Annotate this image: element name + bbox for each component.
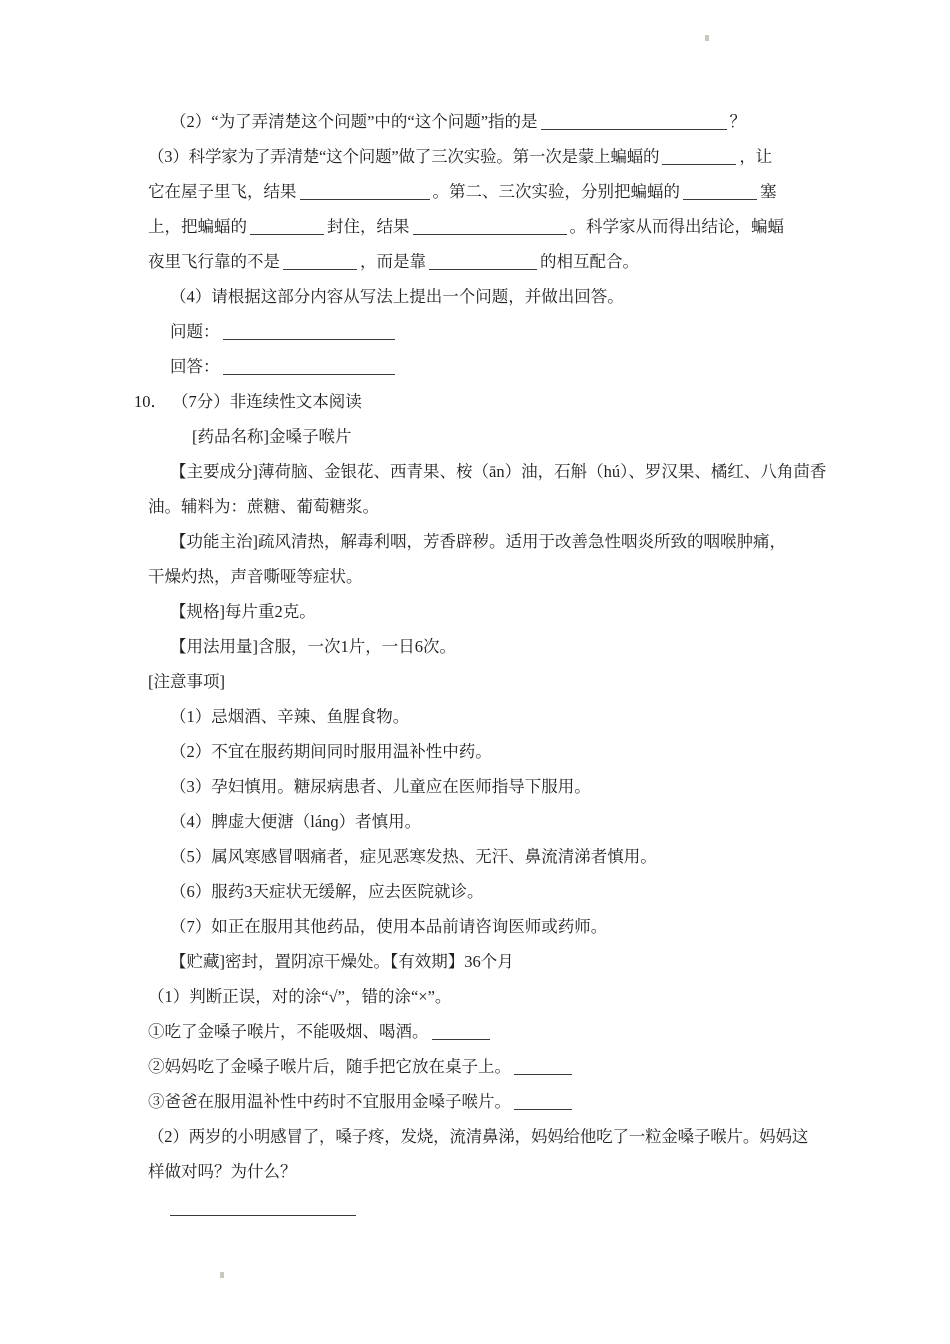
scan-artifact-top: [705, 35, 709, 41]
question10-sub2-answer-rule[interactable]: [170, 1215, 356, 1216]
truefalse-item-3: [148, 1084, 820, 1119]
answer-blank[interactable]: [662, 164, 736, 165]
question9-part3-seg9: 夜里飞行靠的不是: [148, 252, 280, 271]
question9-part3-seg5: 塞: [760, 182, 777, 201]
question9-part4-line: （4）请根据这部分内容从写法上提出一个问题，并做出回答。: [170, 287, 624, 306]
question9-part4-answer-row: [148, 349, 820, 384]
question10-title: （7分）非连续性文本阅读: [172, 392, 362, 411]
answer-blank[interactable]: [683, 199, 757, 200]
specification-line: 【规格]每片重2克。: [170, 602, 316, 621]
question9-part3-seg4: 。第二、三次实验，分别把蝙蝠的: [432, 182, 680, 201]
question9-part4-question-row: [148, 314, 820, 349]
precaution-item-1: （1）忌烟酒、辛辣、鱼腥食物。: [170, 707, 410, 726]
question10-sub2-line2: 样做对吗？为什么？: [148, 1162, 297, 1181]
precautions-heading: [注意事项]: [148, 672, 225, 691]
question-answer-blank[interactable]: [223, 339, 395, 340]
page-content: [134, 104, 827, 1216]
question9-part3-seg6: 上，把蝙蝠的: [148, 217, 247, 236]
answer-blank[interactable]: [300, 199, 430, 200]
precaution-item-6: （6）服药3天症状无缓解，应去医院就诊。: [170, 882, 484, 901]
truefalse-item-2: [148, 1049, 820, 1084]
response-answer-blank[interactable]: [223, 374, 395, 375]
question9-part3-seg7: 封住，结果: [327, 217, 410, 236]
answer-blank[interactable]: [413, 234, 567, 235]
question9-part3-seg8: 。科学家从而得出结论，蝙蝠: [569, 217, 784, 236]
truefalse-item-3-text: ③爸爸在服用温补性中药时不宜服用金嗓子喉片。: [148, 1092, 511, 1111]
answer-blank[interactable]: [250, 234, 324, 235]
question9-part3-seg1: （3）科学家为了弄清楚“这个问题”做了三次实验。第一次是蒙上蝙蝠的: [148, 147, 660, 166]
truefalse-item-1: [148, 1014, 820, 1049]
question10-number: 10．: [134, 392, 167, 411]
question9-part3-seg2: ，让: [739, 147, 772, 166]
answer-label: 回答：: [170, 357, 220, 376]
storage-line: 【贮藏]密封，置阴凉干燥处。【有效期】36个月: [170, 952, 514, 971]
question9-part3-line3: [148, 209, 820, 244]
answer-blank[interactable]: [283, 269, 357, 270]
question9-part3-line4: [148, 244, 820, 279]
question9-part2-prefix: （2）“为了弄清楚这个问题”中的“这个问题”指的是: [170, 112, 538, 131]
truefalse-item-1-text: ①吃了金嗓子喉片，不能吸烟、喝酒。: [148, 1022, 429, 1041]
precaution-item-2: （2）不宜在服药期间同时服用温补性中药。: [170, 742, 492, 761]
question9-part3-seg3: 它在屋子里飞，结果: [148, 182, 297, 201]
question10-sub1-prompt: （1）判断正误，对的涂“√”，错的涂“×”。: [148, 987, 452, 1006]
indications-line2: 干燥灼热，声音嘶哑等症状。: [148, 567, 363, 586]
question10-heading: [134, 384, 820, 419]
truefalse-item-2-text: ②妈妈吃了金嗓子喉片后，随手把它放在桌子上。: [148, 1057, 511, 1076]
question9-part3-line1: [148, 139, 820, 174]
ingredients-line2: 油。辅料为：蔗糖、葡萄糖浆。: [148, 497, 379, 516]
question9-part3-seg10: ，而是靠: [360, 252, 426, 271]
indications-line1: 【功能主治]疏风清热，解毒利咽，芳香辟秽。适用于改善急性咽炎所致的咽喉肿痛，: [170, 532, 786, 551]
precaution-item-3: （3）孕妇慎用。糖尿病患者、儿童应在医师指导下服用。: [170, 777, 591, 796]
precaution-item-7: （7）如正在服用其他药品，使用本品前请咨询医师或药师。: [170, 917, 608, 936]
scan-artifact-bottom: [220, 1272, 224, 1278]
question9-part2-line: [148, 104, 820, 139]
question9-part3-seg11: 的相互配合。: [540, 252, 639, 271]
truefalse-blank[interactable]: [514, 1109, 572, 1110]
precaution-item-4: （4）脾虚大便溏（lánɡ）者慎用。: [170, 812, 422, 831]
question9-part2-suffix: ？: [729, 112, 747, 131]
question9-part3-line2: [148, 174, 820, 209]
dosage-line: 【用法用量]含服，一次1片，一日6次。: [170, 637, 456, 656]
question10-sub2-line1: （2）两岁的小明感冒了，嗓子疼，发烧，流清鼻涕，妈妈给他吃了一粒金嗓子喉片。妈妈这: [148, 1127, 809, 1146]
ingredients-line1: 【主要成分]薄荷脑、金银花、西青果、桉（ān）油，石斛（hú）、罗汉果、橘红、八角茴香: [170, 462, 827, 481]
question-label: 问题：: [170, 322, 220, 341]
drug-name-line: [药品名称]金嗓子喉片: [192, 427, 352, 446]
precaution-item-5: （5）属风寒感冒咽痛者，症见恶寒发热、无汗、鼻流清涕者慎用。: [170, 847, 657, 866]
truefalse-blank[interactable]: [514, 1074, 572, 1075]
answer-blank[interactable]: [429, 269, 537, 270]
truefalse-blank[interactable]: [432, 1039, 490, 1040]
answer-blank[interactable]: [541, 129, 727, 130]
